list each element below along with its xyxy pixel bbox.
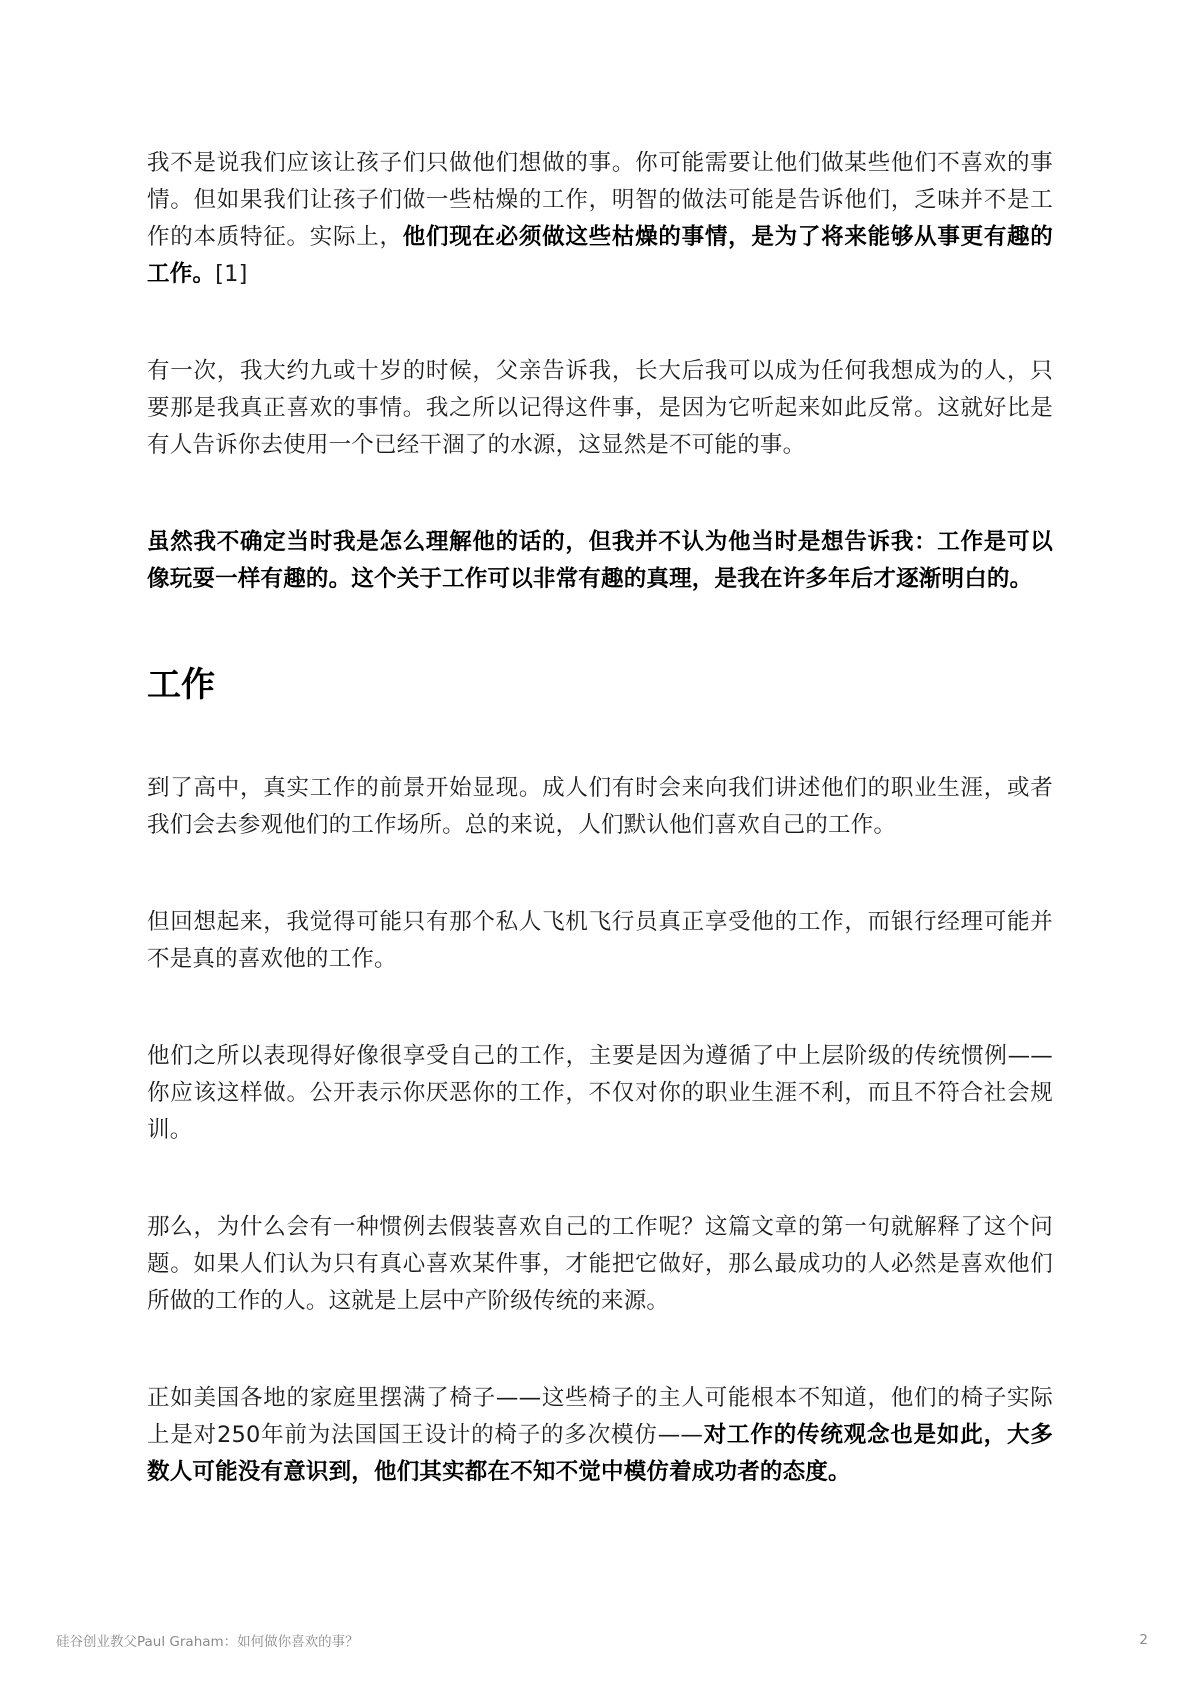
footnote-ref[interactable]: [1]: [215, 261, 248, 287]
paragraph-father-advice: [147, 353, 1053, 464]
paragraph-pilot-banker: [147, 904, 1053, 978]
paragraph-text: 我不是说我们应该让孩子们只做他们想做的事。你可能需要让他们做某些他们不喜欢的事情。但如果我们让孩子们做一些枯燥的工作，明智的做法可能是告诉他们，乏味并不是工作的本质特征。实际上，: [147, 150, 1053, 250]
paragraph-children-boring-work: [147, 145, 1053, 293]
section-heading-work: 工作: [147, 665, 215, 705]
page-number: 2: [1139, 1632, 1148, 1648]
paragraph-high-school: [147, 770, 1053, 844]
paragraph-text: 但回想起来，我觉得可能只有那个私人飞机飞行员真正享受他的工作，而银行经理可能并不是真的喜欢他的工作。: [147, 909, 1053, 972]
paragraph-text: 那么，为什么会有一种惯例去假装喜欢自己的工作呢？这篇文章的第一句就解释了这个问题。如果人们认为只有真心喜欢某件事，才能把它做好，那么最成功的人必然是喜欢他们所做的工作的人。这就是上层中产阶级传统的来源。: [147, 1214, 1053, 1314]
paragraph-work-fun-truth: [147, 524, 1053, 598]
paragraph-text: 到了高中，真实工作的前景开始显现。成人们有时会来向我们讲述他们的职业生涯，或者我们会去参观他们的工作场所。总的来说，人们默认他们喜欢自己的工作。: [147, 775, 1053, 838]
emphasis-text: 虽然我不确定当时我是怎么理解他的话的，但我并不认为他当时是想告诉我：工作是可以像玩耍一样有趣的。这个关于工作可以非常有趣的真理，是我在许多年后才逐渐明白的。: [147, 529, 1053, 592]
paragraph-chairs-analogy: [147, 1380, 1053, 1491]
emphasis-text: 他们现在必须做这些枯燥的事情，是为了将来能够从事更有趣的工作。: [147, 224, 1054, 287]
paragraph-text: 他们之所以表现得好像很享受自己的工作，主要是因为遵循了中上层阶级的传统惯例——你应该这样做。公开表示你厌恶你的工作，不仅对你的职业生涯不利，而且不符合社会规训。: [147, 1043, 1053, 1143]
article-body: [147, 145, 1053, 1491]
paragraph-why-pretend: [147, 1209, 1053, 1320]
footer-document-title: 硅谷创业教父Paul Graham：如何做你喜欢的事？: [56, 1634, 359, 1650]
paragraph-convention: [147, 1038, 1053, 1149]
page-footer: [56, 1628, 1148, 1652]
paragraph-text: 有一次，我大约九或十岁的时候，父亲告诉我，长大后我可以成为任何我想成为的人，只要那是我真正喜欢的事情。我之所以记得这件事，是因为它听起来如此反常。这就好比是有人告诉你去使用一个已经干涸了的水源，这显然是不可能的事。: [147, 358, 1053, 458]
emphasis-text: 对工作的传统观念也是如此，大多数人可能没有意识到，他们其实都在不知不觉中模仿着成功者的态度。: [147, 1422, 1053, 1485]
paragraph-text: 正如美国各地的家庭里摆满了椅子——这些椅子的主人可能根本不知道，他们的椅子实际上是对250年前为法国国王设计的椅子的多次模仿——: [147, 1385, 1053, 1448]
